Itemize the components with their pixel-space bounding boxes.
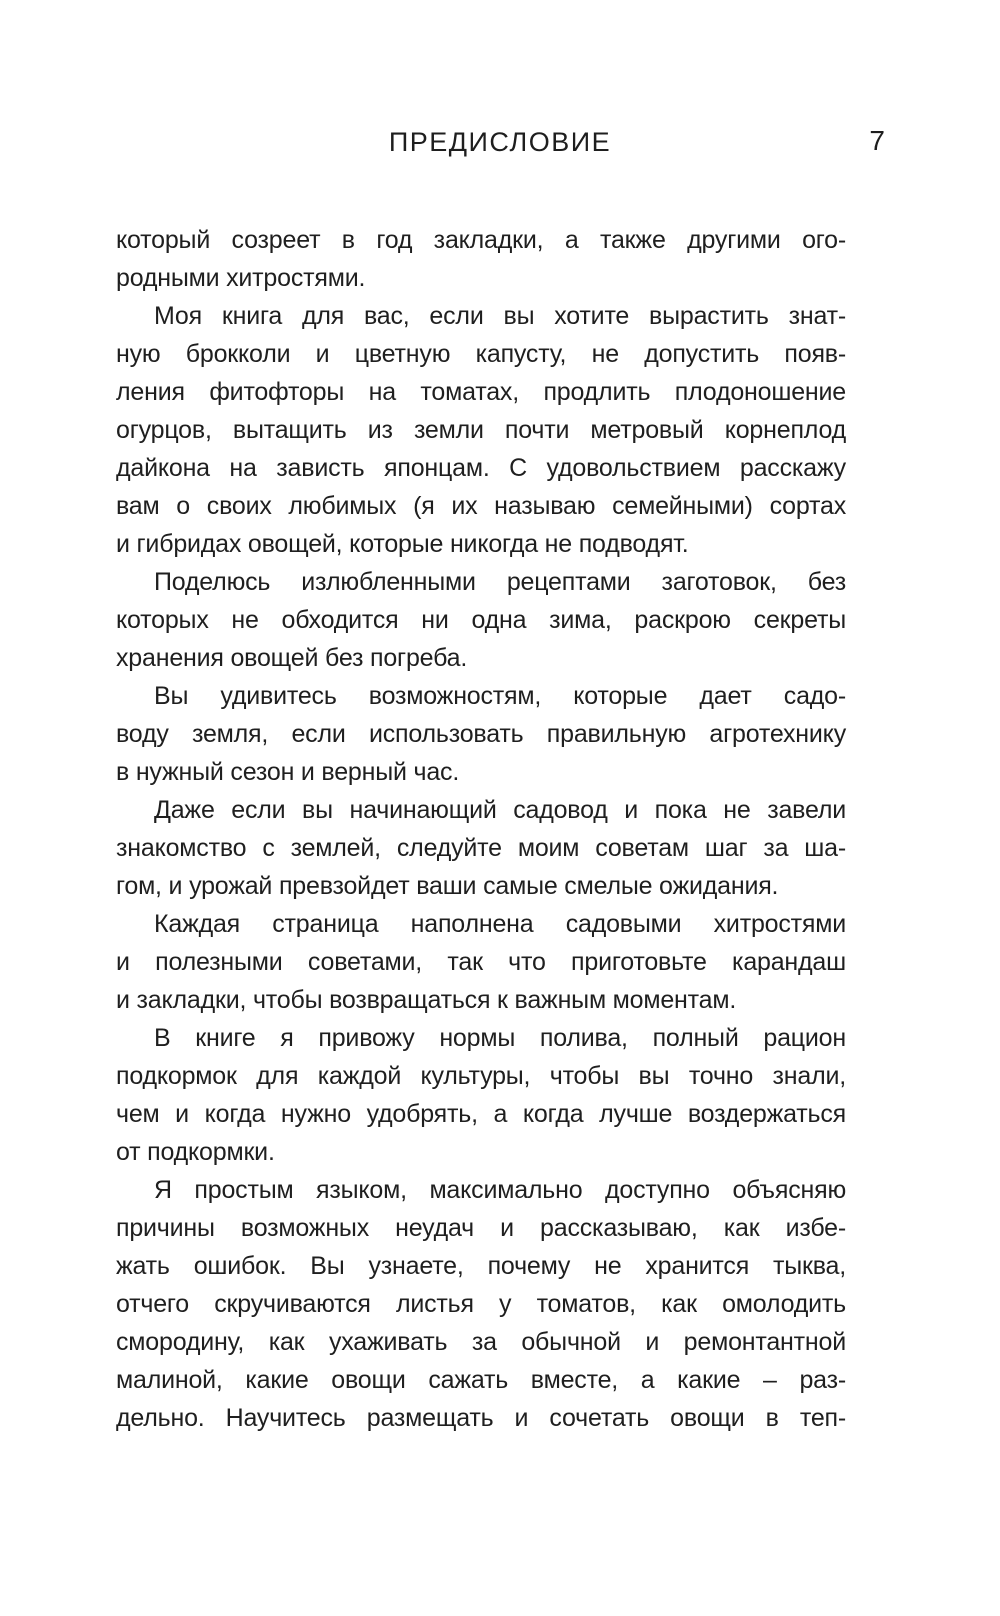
paragraph [116,1171,846,1437]
text-line: жать ошибок. Вы узнаете, почему не хранится тыква, [116,1252,846,1280]
text-line: Даже если вы начинающий садовод и пока не завели [154,796,846,824]
text-line: который созреет в год закладки, а также другими ого- [116,226,846,254]
text-line: дельно. Научитесь размещать и сочетать овощи в теп- [116,1404,846,1432]
text-line: вам о своих любимых (я их называю семейными) сортах [116,492,846,520]
text-line: Поделюсь излюбленными рецептами заготовок, без [154,568,846,596]
text-line: малиной, какие овощи сажать вместе, а какие – раз- [116,1366,846,1394]
text-line: Моя книга для вас, если вы хотите вырастить знат- [154,302,846,330]
text-line: от подкормки. [116,1138,275,1166]
paragraph [116,677,846,791]
text-line: ную брокколи и цветную капусту, не допустить появ- [116,340,846,368]
body-text [116,221,846,1437]
text-line: В книге я привожу нормы полива, полный рацион [154,1024,846,1052]
text-line: которых не обходится ни одна зима, раскрою секреты [116,606,846,634]
text-line: причины возможных неудач и рассказываю, как избе- [116,1214,846,1242]
text-line: и закладки, чтобы возвращаться к важным моментам. [116,986,737,1014]
paragraph [116,563,846,677]
text-line: хранения овощей без погреба. [116,644,468,672]
paragraph [116,791,846,905]
text-line: в нужный сезон и верный час. [116,758,460,786]
paragraph [116,221,846,297]
text-line: дайкона на зависть японцам. С удовольствием расскажу [116,454,846,482]
text-line: и полезными советами, так что приготовьте карандаш [116,948,846,976]
text-line: Вы удивитесь возможностям, которые дает садо- [154,682,846,710]
paragraph [116,297,846,563]
text-line: отчего скручиваются листья у томатов, как омолодить [116,1290,846,1318]
text-line: смородину, как ухаживать за обычной и ремонтантной [116,1328,846,1356]
page-number: 7 [869,125,885,156]
text-line: гом, и урожай превзойдет ваши самые смелые ожидания. [116,872,779,900]
text-line: Я простым языком, максимально доступно объясняю [154,1176,846,1204]
paragraph [116,905,846,1019]
paragraph [116,1019,846,1171]
text-line: подкормок для каждой культуры, чтобы вы точно знали, [116,1062,846,1090]
text-line: и гибридах овощей, которые никогда не подводят. [116,530,689,558]
text-line: воду земля, если использовать правильную агротехнику [116,720,846,748]
page-title: ПРЕДИСЛОВИЕ [388,127,612,157]
text-line: Каждая страница наполнена садовыми хитростями [154,910,846,938]
text-line: знакомство с землей, следуйте моим советам шаг за ша- [116,834,846,862]
text-line: огурцов, вытащить из земли почти метровый корнеплод [116,416,846,444]
text-line: чем и когда нужно удобрять, а когда лучше воздержаться [116,1100,846,1128]
text-line: ления фитофторы на томатах, продлить плодоношение [116,378,846,406]
text-line: родными хитростями. [116,264,366,292]
